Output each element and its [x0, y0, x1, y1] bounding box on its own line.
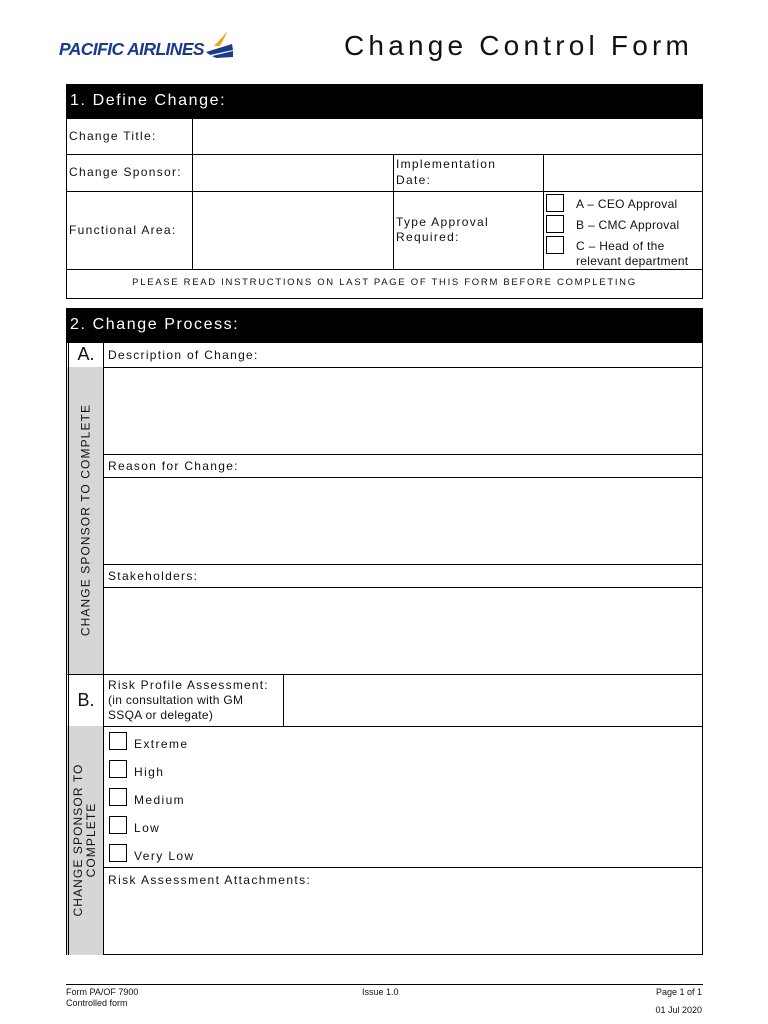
part-b-side-label [72, 764, 98, 917]
risk-low-checkbox[interactable] [109, 816, 127, 834]
approval-head-checkbox[interactable] [546, 236, 564, 254]
type-approval-label-line2: Required: [396, 230, 460, 244]
part-b-letter: B. [77, 690, 95, 710]
footer-controlled: Controlled form [66, 998, 128, 1008]
risk-high-checkbox[interactable] [109, 760, 127, 778]
stakeholders-field[interactable] [103, 587, 703, 675]
part-a-letter: A. [77, 344, 95, 364]
reason-field[interactable] [103, 477, 703, 565]
risk-levels-cell [103, 726, 703, 868]
change-sponsor-field[interactable] [192, 154, 394, 192]
footer-form-number: Form PA/OF 7900 [66, 987, 139, 997]
change-title-label: Change Title: [69, 129, 157, 143]
risk-very-low-checkbox[interactable] [109, 844, 127, 862]
risk-attachments-label: Risk Assessment Attachments: [108, 873, 312, 887]
section2-heading: 2. Change Process: [66, 308, 703, 343]
reason-label: Reason for Change: [108, 459, 239, 473]
functional-area-field[interactable] [192, 191, 394, 270]
stakeholders-label: Stakeholders: [108, 569, 199, 583]
type-approval-label-line1: Type Approval [396, 215, 489, 229]
approval-cmc-checkbox[interactable] [546, 215, 564, 233]
approval-head-label-line1: C – Head of the [576, 239, 665, 253]
part-b-side-label-line2: COMPLETE [84, 802, 98, 878]
approval-head-label-line2: relevant department [576, 254, 689, 268]
risk-profile-field[interactable] [283, 674, 703, 727]
part-a-side-label: CHANGE SPONSOR TO COMPLETE [78, 403, 93, 637]
approval-cmc-label: B – CMC Approval [576, 218, 680, 232]
footer-page: Page 1 of 1 [655, 987, 702, 997]
form-title: Change Control Form [344, 30, 694, 61]
section1-heading: 1. Define Change: [66, 84, 703, 119]
airline-logo [59, 31, 234, 67]
footer-date: 01 Jul 2020 [655, 1005, 702, 1015]
part-b-side-label-line1: CHANGE SPONSOR TO [71, 763, 85, 917]
instructions-notice: PLEASE READ INSTRUCTIONS ON LAST PAGE OF THIS FORM BEFORE COMPLETING [132, 277, 637, 288]
footer-rule [66, 984, 703, 985]
approval-ceo-label: A – CEO Approval [576, 197, 678, 211]
functional-area-label: Functional Area: [69, 223, 177, 237]
risk-medium-label: Medium [134, 793, 186, 807]
implementation-date-label-line2: Date: [396, 173, 432, 187]
risk-extreme-checkbox[interactable] [109, 732, 127, 750]
description-field[interactable] [103, 367, 703, 455]
risk-profile-label-line1: Risk Profile Assessment: [108, 678, 269, 692]
risk-profile-label-line3: SSQA or delegate) [108, 708, 214, 722]
risk-very-low-label: Very Low [134, 849, 195, 863]
change-title-field[interactable] [192, 118, 703, 155]
risk-profile-label-line2: (in consultation with GM [108, 693, 244, 707]
implementation-date-field[interactable] [543, 154, 703, 192]
risk-low-label: Low [134, 821, 161, 835]
footer-issue: Issue 1.0 [362, 987, 399, 997]
risk-medium-checkbox[interactable] [109, 788, 127, 806]
description-label: Description of Change: [108, 348, 259, 362]
risk-high-label: High [134, 765, 165, 779]
risk-extreme-label: Extreme [134, 737, 189, 751]
change-sponsor-label: Change Sponsor: [69, 165, 182, 179]
approval-ceo-checkbox[interactable] [546, 194, 564, 212]
logo-wing-icon [206, 30, 234, 60]
logo-text: PACIFIC AIRLINES [59, 38, 204, 59]
implementation-date-label-line1: Implementation [396, 157, 497, 171]
